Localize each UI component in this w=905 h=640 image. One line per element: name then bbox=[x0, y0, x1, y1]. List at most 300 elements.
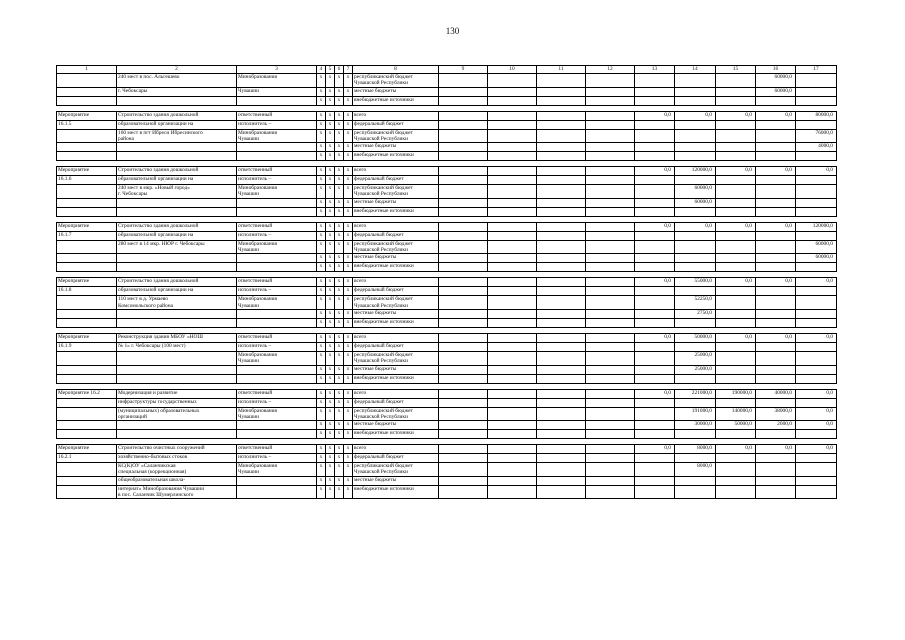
executor: Чувашии bbox=[238, 247, 259, 254]
executor: исполнитель – bbox=[238, 454, 272, 461]
table-row bbox=[57, 318, 837, 327]
code-mark: x bbox=[317, 421, 326, 430]
empty-year-cell bbox=[537, 167, 586, 176]
amount-cell bbox=[716, 207, 756, 216]
column-number-row bbox=[57, 66, 837, 74]
amount-cell: 0,0 bbox=[635, 333, 675, 342]
amount-cell: 25000,0 bbox=[675, 351, 716, 365]
empty-year-cell bbox=[439, 407, 488, 421]
amount-cell bbox=[635, 240, 675, 254]
measure-code-cell bbox=[57, 374, 117, 383]
executor: ответственный bbox=[238, 389, 273, 396]
funding-source: внебюджетные источники bbox=[354, 263, 414, 270]
empty-year-cell bbox=[586, 254, 635, 263]
executor-cell bbox=[237, 278, 317, 287]
measure-code: 16.1.9 bbox=[58, 342, 72, 349]
code-mark: x bbox=[317, 207, 326, 216]
code-mark: x bbox=[335, 389, 344, 398]
funding-source: федеральный бюджет bbox=[354, 454, 404, 461]
amount-cell bbox=[756, 185, 796, 199]
table-row bbox=[57, 309, 837, 318]
amount-cell bbox=[675, 129, 716, 143]
table-row bbox=[57, 240, 837, 254]
executor-cell bbox=[237, 143, 317, 152]
measure-name-cell bbox=[117, 129, 237, 143]
empty-year-cell bbox=[439, 231, 488, 240]
empty-year-cell bbox=[439, 198, 488, 207]
amount-cell: 60000,0 bbox=[675, 198, 716, 207]
empty-year-cell bbox=[439, 176, 488, 185]
executor: Минобразования bbox=[238, 240, 277, 247]
table-row bbox=[57, 185, 837, 199]
column-number: 2 bbox=[117, 66, 237, 74]
code-mark: x bbox=[317, 389, 326, 398]
funding-source: местные бюджеты bbox=[354, 421, 397, 428]
amount-cell bbox=[756, 143, 796, 152]
executor-cell bbox=[237, 365, 317, 374]
column-number: 4 bbox=[317, 66, 326, 74]
measure-code: 16.2.1 bbox=[58, 454, 72, 461]
empty-year-cell bbox=[537, 389, 586, 398]
amount-cell: 0,0 bbox=[796, 167, 837, 176]
funding-source: федеральный бюджет bbox=[354, 120, 404, 127]
funding-source-cell bbox=[353, 278, 439, 287]
measure-name: Строительство здания дошкольной bbox=[118, 167, 199, 174]
funding-source-cell bbox=[353, 374, 439, 383]
amount-cell bbox=[796, 152, 837, 161]
executor: Минобразования bbox=[238, 129, 277, 136]
executor: ответственный bbox=[238, 222, 273, 229]
measure-name-cell bbox=[117, 476, 237, 485]
column-number: 13 bbox=[635, 66, 675, 74]
measure-name-cell bbox=[117, 430, 237, 439]
empty-year-cell bbox=[537, 430, 586, 439]
measure-code-cell bbox=[57, 421, 117, 430]
code-mark: x bbox=[335, 365, 344, 374]
amount-cell bbox=[756, 485, 796, 499]
empty-year-cell bbox=[537, 398, 586, 407]
funding-source: внебюджетные источники bbox=[354, 207, 414, 214]
measure-name: 280 мест в 14 мкр. НЮР г. Чебоксары bbox=[118, 240, 205, 247]
code-mark: x bbox=[344, 152, 353, 161]
table-row bbox=[57, 207, 837, 216]
amount-cell: 0,0 bbox=[716, 167, 756, 176]
amount-cell: 0,0 bbox=[675, 222, 716, 231]
funding-source-cell bbox=[353, 296, 439, 310]
empty-year-cell bbox=[586, 476, 635, 485]
measure-name-cell bbox=[117, 222, 237, 231]
amount-cell: 2000,0 bbox=[756, 421, 796, 430]
empty-year-cell bbox=[488, 430, 537, 439]
empty-year-cell bbox=[537, 120, 586, 129]
measure-code: 16.1.6 bbox=[58, 176, 72, 183]
empty-year-cell bbox=[586, 365, 635, 374]
amount-cell: 0,0 bbox=[716, 222, 756, 231]
measure-name-cell bbox=[117, 254, 237, 263]
code-mark: x bbox=[335, 278, 344, 287]
code-mark: x bbox=[326, 231, 335, 240]
funding-source-cell bbox=[353, 445, 439, 454]
empty-year-cell bbox=[439, 96, 488, 105]
empty-year-cell bbox=[439, 120, 488, 129]
column-number: 3 bbox=[237, 66, 317, 74]
code-mark: x bbox=[344, 143, 353, 152]
code-mark: x bbox=[344, 111, 353, 120]
amount-cell: 0,0 bbox=[796, 445, 837, 454]
amount-cell bbox=[756, 374, 796, 383]
empty-year-cell bbox=[537, 309, 586, 318]
funding-source: внебюджетные источники bbox=[354, 374, 414, 381]
measure-code-cell bbox=[57, 476, 117, 485]
measure-name-cell bbox=[117, 318, 237, 327]
measure-code-cell bbox=[57, 407, 117, 421]
code-mark: x bbox=[326, 351, 335, 365]
measure-name: г. Чебоксары bbox=[118, 191, 148, 198]
funding-source-cell bbox=[353, 398, 439, 407]
amount-cell bbox=[756, 430, 796, 439]
code-mark: x bbox=[335, 198, 344, 207]
code-mark: x bbox=[335, 152, 344, 161]
amount-cell bbox=[756, 454, 796, 463]
amount-cell bbox=[716, 342, 756, 351]
empty-year-cell bbox=[537, 254, 586, 263]
table-row bbox=[57, 74, 837, 88]
measure-code-cell bbox=[57, 231, 117, 240]
table-row bbox=[57, 231, 837, 240]
amount-cell: 120000,0 bbox=[675, 167, 716, 176]
table-row bbox=[57, 167, 837, 176]
executor: исполнитель – bbox=[238, 398, 272, 405]
amount-cell bbox=[635, 143, 675, 152]
empty-year-cell bbox=[537, 421, 586, 430]
empty-year-cell bbox=[537, 333, 586, 342]
column-number: 8 bbox=[353, 66, 439, 74]
funding-source: федеральный бюджет bbox=[354, 231, 404, 238]
amount-cell bbox=[756, 120, 796, 129]
amount-cell: 0,0 bbox=[796, 333, 837, 342]
code-mark: x bbox=[326, 430, 335, 439]
empty-year-cell bbox=[439, 222, 488, 231]
measure-code-cell bbox=[57, 485, 117, 499]
funding-source-cell bbox=[353, 198, 439, 207]
amount-cell bbox=[796, 365, 837, 374]
amount-cell: 0,0 bbox=[635, 389, 675, 398]
empty-year-cell bbox=[488, 287, 537, 296]
amount-cell bbox=[716, 231, 756, 240]
funding-source: республиканский бюджет bbox=[354, 407, 413, 414]
amount-cell: 0,0 bbox=[716, 333, 756, 342]
code-mark: x bbox=[335, 485, 344, 499]
executor-cell bbox=[237, 351, 317, 365]
amount-cell bbox=[756, 318, 796, 327]
table-row bbox=[57, 278, 837, 287]
amount-cell bbox=[716, 254, 756, 263]
executor-cell bbox=[237, 167, 317, 176]
funding-source: Чувашской Республики bbox=[354, 413, 408, 420]
executor: Чувашии bbox=[238, 191, 259, 198]
amount-cell bbox=[716, 476, 756, 485]
code-mark: x bbox=[326, 476, 335, 485]
code-mark: x bbox=[335, 454, 344, 463]
amount-cell bbox=[756, 263, 796, 272]
code-mark: x bbox=[326, 222, 335, 231]
amount-cell: 60000,0 bbox=[796, 254, 837, 263]
measure-name-cell bbox=[117, 463, 237, 477]
code-mark: x bbox=[317, 309, 326, 318]
empty-year-cell bbox=[439, 374, 488, 383]
amount-cell bbox=[796, 476, 837, 485]
column-number: 7 bbox=[344, 66, 353, 74]
code-mark: x bbox=[335, 207, 344, 216]
funding-source: республиканский бюджет bbox=[354, 296, 413, 303]
amount-cell: 191000,0 bbox=[675, 407, 716, 421]
code-mark: x bbox=[335, 231, 344, 240]
amount-cell: 38000,0 bbox=[756, 407, 796, 421]
executor-cell bbox=[237, 198, 317, 207]
table-row bbox=[57, 143, 837, 152]
amount-cell bbox=[675, 143, 716, 152]
amount-cell bbox=[675, 74, 716, 88]
amount-cell bbox=[635, 198, 675, 207]
amount-cell bbox=[716, 318, 756, 327]
code-mark: x bbox=[335, 143, 344, 152]
amount-cell bbox=[716, 152, 756, 161]
code-mark: x bbox=[335, 430, 344, 439]
funding-source: республиканский бюджет bbox=[354, 240, 413, 247]
code-mark: x bbox=[317, 263, 326, 272]
funding-source: местные бюджеты bbox=[354, 254, 397, 261]
table-row bbox=[57, 398, 837, 407]
funding-source: Чувашской Республики bbox=[354, 191, 408, 198]
amount-cell bbox=[635, 365, 675, 374]
measure-code-cell bbox=[57, 445, 117, 454]
code-mark: x bbox=[317, 365, 326, 374]
table-row bbox=[57, 176, 837, 185]
measure-code-cell bbox=[57, 240, 117, 254]
measure-name-cell bbox=[117, 365, 237, 374]
measure-name-cell bbox=[117, 309, 237, 318]
amount-cell bbox=[675, 207, 716, 216]
empty-year-cell bbox=[439, 309, 488, 318]
code-mark: x bbox=[326, 74, 335, 88]
measure-code-cell bbox=[57, 342, 117, 351]
amount-cell bbox=[716, 185, 756, 199]
measure-name-cell bbox=[117, 407, 237, 421]
measure-name-cell bbox=[117, 152, 237, 161]
code-mark: x bbox=[335, 254, 344, 263]
empty-year-cell bbox=[439, 389, 488, 398]
code-mark: x bbox=[317, 111, 326, 120]
empty-year-cell bbox=[488, 309, 537, 318]
code-mark: x bbox=[344, 342, 353, 351]
amount-cell: 0,0 bbox=[756, 278, 796, 287]
empty-year-cell bbox=[488, 374, 537, 383]
column-number: 1 bbox=[57, 66, 117, 74]
table-row bbox=[57, 365, 837, 374]
measure-code-cell bbox=[57, 263, 117, 272]
amount-cell: 0,0 bbox=[675, 111, 716, 120]
code-mark: x bbox=[344, 176, 353, 185]
amount-cell: 60000,0 bbox=[756, 74, 796, 88]
code-mark: x bbox=[344, 96, 353, 105]
empty-year-cell bbox=[488, 445, 537, 454]
amount-cell bbox=[635, 296, 675, 310]
measure-name-cell bbox=[117, 296, 237, 310]
measure-code: Мероприятие bbox=[58, 333, 90, 340]
amount-cell: 55000,0 bbox=[675, 278, 716, 287]
executor: Чувашии bbox=[238, 302, 259, 309]
empty-year-cell bbox=[586, 120, 635, 129]
empty-year-cell bbox=[537, 231, 586, 240]
empty-year-cell bbox=[586, 231, 635, 240]
empty-year-cell bbox=[586, 167, 635, 176]
measure-code-cell bbox=[57, 333, 117, 342]
empty-year-cell bbox=[537, 129, 586, 143]
code-mark: x bbox=[326, 152, 335, 161]
code-mark: x bbox=[326, 421, 335, 430]
funding-source: внебюджетные источники bbox=[354, 152, 414, 159]
code-mark: x bbox=[326, 365, 335, 374]
code-mark: x bbox=[335, 445, 344, 454]
table-row bbox=[57, 421, 837, 430]
executor-cell bbox=[237, 96, 317, 105]
amount-cell bbox=[635, 351, 675, 365]
funding-source-cell bbox=[353, 342, 439, 351]
executor-cell bbox=[237, 207, 317, 216]
code-mark: x bbox=[317, 198, 326, 207]
code-mark: x bbox=[317, 143, 326, 152]
measure-name: Реконструкция здания МБОУ «НОШ bbox=[118, 333, 203, 340]
empty-year-cell bbox=[488, 318, 537, 327]
code-mark: x bbox=[344, 430, 353, 439]
executor: исполнитель – bbox=[238, 176, 272, 183]
amount-cell: 120000,0 bbox=[796, 222, 837, 231]
funding-source-cell bbox=[353, 485, 439, 499]
funding-source-cell bbox=[353, 463, 439, 477]
amount-cell bbox=[675, 318, 716, 327]
code-mark: x bbox=[344, 421, 353, 430]
code-mark: x bbox=[335, 333, 344, 342]
amount-cell bbox=[716, 96, 756, 105]
amount-cell bbox=[756, 463, 796, 477]
measure-code: Мероприятие bbox=[58, 167, 90, 174]
empty-year-cell bbox=[586, 263, 635, 272]
empty-year-cell bbox=[488, 421, 537, 430]
empty-year-cell bbox=[586, 463, 635, 477]
empty-year-cell bbox=[488, 185, 537, 199]
executor: Минобразования bbox=[238, 407, 277, 414]
executor-cell bbox=[237, 421, 317, 430]
funding-source-cell bbox=[353, 240, 439, 254]
executor-cell bbox=[237, 287, 317, 296]
executor-cell bbox=[237, 74, 317, 88]
amount-cell bbox=[756, 96, 796, 105]
amount-cell: 8000,0 bbox=[675, 463, 716, 477]
amount-cell bbox=[756, 342, 796, 351]
amount-cell bbox=[635, 231, 675, 240]
code-mark: x bbox=[335, 129, 344, 143]
executor-cell bbox=[237, 374, 317, 383]
code-mark: x bbox=[317, 430, 326, 439]
table-row bbox=[57, 222, 837, 231]
empty-year-cell bbox=[439, 152, 488, 161]
measure-name-cell bbox=[117, 445, 237, 454]
measure-name: образовательной организации на bbox=[118, 287, 194, 294]
funding-source-cell bbox=[353, 207, 439, 216]
funding-source: республиканский бюджет bbox=[354, 129, 413, 136]
funding-source: Чувашской Республики bbox=[354, 358, 408, 365]
funding-source: Чувашской Республики bbox=[354, 247, 408, 254]
empty-year-cell bbox=[537, 74, 586, 88]
amount-cell: 0,0 bbox=[796, 407, 837, 421]
amount-cell: 0,0 bbox=[716, 445, 756, 454]
code-mark: x bbox=[344, 463, 353, 477]
code-mark: x bbox=[344, 222, 353, 231]
empty-year-cell bbox=[488, 167, 537, 176]
empty-year-cell bbox=[537, 222, 586, 231]
code-mark: x bbox=[335, 463, 344, 477]
executor-cell bbox=[237, 254, 317, 263]
amount-cell bbox=[796, 454, 837, 463]
measure-code-cell bbox=[57, 309, 117, 318]
empty-year-cell bbox=[586, 309, 635, 318]
empty-year-cell bbox=[586, 374, 635, 383]
code-mark: x bbox=[344, 287, 353, 296]
amount-cell bbox=[756, 129, 796, 143]
empty-year-cell bbox=[488, 231, 537, 240]
table-row bbox=[57, 342, 837, 351]
amount-cell: 0,0 bbox=[756, 167, 796, 176]
measure-code-cell bbox=[57, 351, 117, 365]
amount-cell bbox=[796, 120, 837, 129]
measure-name: специальная (коррекционная) bbox=[118, 469, 187, 476]
amount-cell bbox=[756, 398, 796, 407]
empty-year-cell bbox=[488, 263, 537, 272]
measure-code-cell bbox=[57, 254, 117, 263]
executor: ответственный bbox=[238, 278, 273, 285]
measure-name: инфраструктуры государственных bbox=[118, 398, 197, 405]
funding-source: местные бюджеты bbox=[354, 365, 397, 372]
empty-year-cell bbox=[488, 278, 537, 287]
empty-year-cell bbox=[537, 407, 586, 421]
measure-code-cell bbox=[57, 207, 117, 216]
measure-code: Мероприятие bbox=[58, 278, 90, 285]
empty-year-cell bbox=[439, 476, 488, 485]
amount-cell bbox=[675, 96, 716, 105]
amount-cell: 4000,0 bbox=[796, 143, 837, 152]
amount-cell: 0,0 bbox=[756, 222, 796, 231]
amount-cell bbox=[716, 240, 756, 254]
empty-year-cell bbox=[439, 296, 488, 310]
measure-name-cell bbox=[117, 287, 237, 296]
funding-source-cell bbox=[353, 351, 439, 365]
amount-cell: 221000,0 bbox=[675, 389, 716, 398]
measure-code: 16.1.7 bbox=[58, 231, 72, 238]
code-mark: x bbox=[335, 96, 344, 105]
empty-year-cell bbox=[488, 296, 537, 310]
empty-year-cell bbox=[537, 374, 586, 383]
amount-cell bbox=[716, 129, 756, 143]
funding-source: всего bbox=[354, 278, 367, 285]
empty-year-cell bbox=[439, 398, 488, 407]
empty-year-cell bbox=[488, 351, 537, 365]
code-mark: x bbox=[344, 167, 353, 176]
amount-cell: 60000,0 bbox=[796, 240, 837, 254]
table-row bbox=[57, 263, 837, 272]
executor: Чувашии bbox=[238, 87, 259, 94]
amount-cell: 0,0 bbox=[716, 111, 756, 120]
code-mark: x bbox=[317, 287, 326, 296]
